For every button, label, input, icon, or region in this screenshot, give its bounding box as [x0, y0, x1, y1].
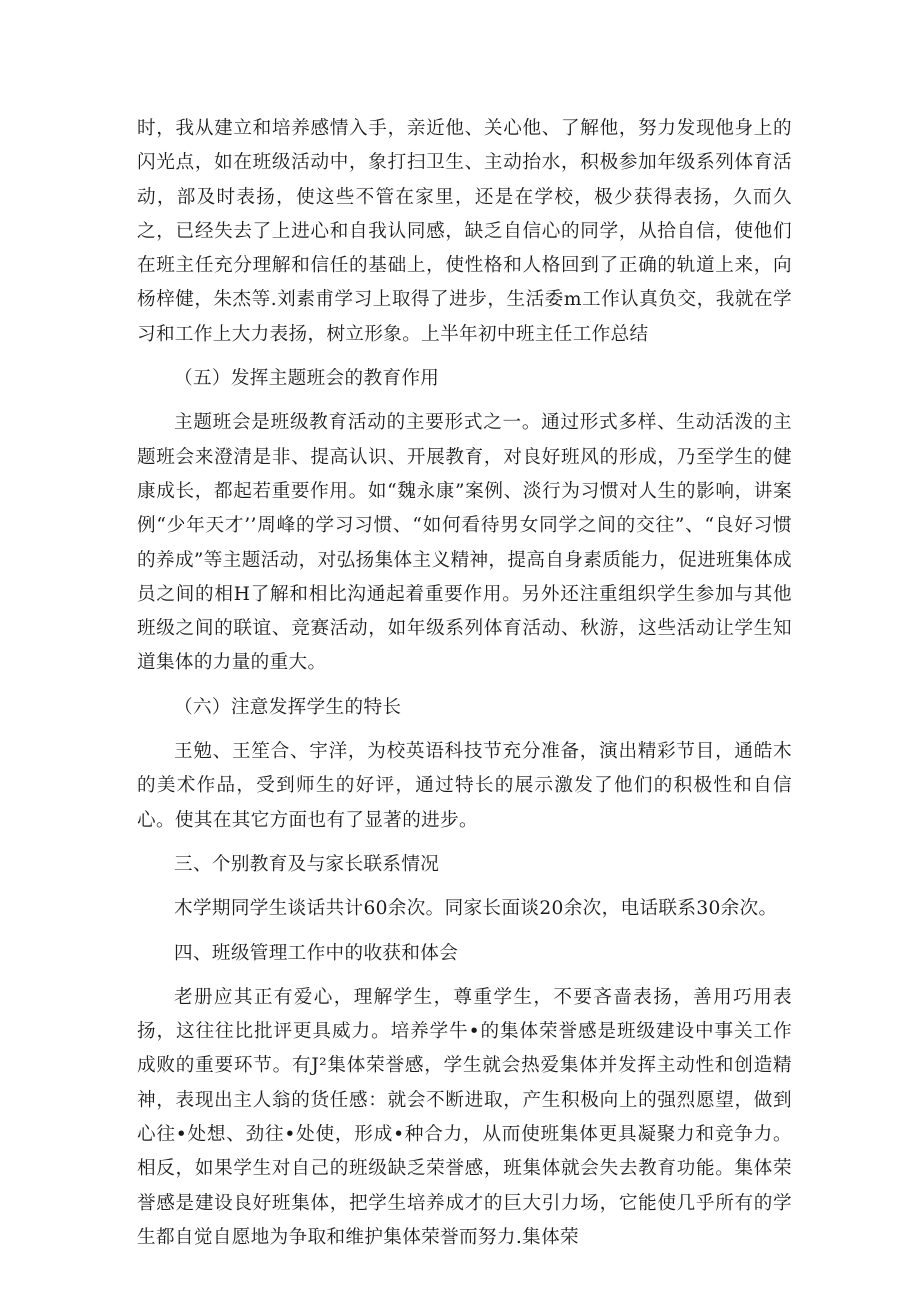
section-heading-three: 三、个别教育及与家长联系情况 — [174, 853, 440, 875]
paragraph-continuation: 时，我从建立和培养感情入手，亲近他、关心他、了解他，努力发现他身上的闪光点，如在班级活动中，象打扫卫生、主动抬水，积极参加年级系列体育活动，部及时表扬，使这些不管在家里，还是在学校，极少获得表扬，久而久之，已经失去了上进心和自我认同感，缺乏自信心的同学，从拾自信，使他们在班主任充分理解和信任的基础上，使性格和人格回到了正确的轨道上来，向杨梓健，朱杰等.刘素甫学习上取得了进步，生活委m工作认真负交，我就在学习和工作上大力表扬，树立形象。上半年初中班主任工作总结 — [137, 118, 792, 345]
paragraph-parent-contact: 木学期同学生谈话共计60余次。同家长面谈20余次，电话联系30余次。 — [174, 898, 778, 920]
section-heading-six: （六）注意发挥学生的特长 — [174, 696, 402, 718]
paragraph-student-talents: 王勉、王笙合、宇洋，为校英语科技节充分准备，演出精彩节目，通皓木的美术作品，受到师生的好评，通过特长的展示激发了他们的积极性和自信心。使其在其它方面也有了显著的进步。 — [137, 741, 792, 831]
paragraph-management-insights: 老册应其正有爱心，理解学生，尊重学生，不要吝啬表扬，善用巧用表扬，这往往比批评更具威力。培养学牛•的集体荣誉感是班级建设中事关工作成败的重要环节。有J²集体荣誉感，学生就会热爱集体并发挥主动性和创造精神，表现出主人翁的货任感：就会不断进取，产生积极向上的强烈愿望，做到心往•处想、劲往•处使，形成•种合力，从而使班集体更具凝聚力和竞争力。相反，如果学生对自己的班级缺乏荣誉感，班集体就会失去教育功能。集体荣誉感是建设良好班集体，把学生培养成才的巨大引力场，它能使几乎所有的学生都自觉自愿地为争取和维护集体荣誉而努力.集体荣 — [137, 986, 792, 1248]
section-heading-four: 四、班级管理工作中的收获和体会 — [174, 942, 459, 964]
paragraph-theme-meeting: 主题班会是班级教育活动的主要形式之一。通过形式多样、生动活泼的主题班会来澄清是非、提高认识、开展教育，对良好班风的形成，乃至学生的健康成长，都起若重要作用。如“魏永康”案例、淡行为习惯对人生的影响，讲案例“少年天才’’周峰的学习习惯、“如何看待男女同学之间的交往”、“良好习惯的养成”等主题活动，对弘扬集体主义精神，提高自身素质能力，促进班集体成员之间的相H了解和相比沟通起着重要作用。另外还注重组织学生参加与其他班级之间的联谊、竞赛活动，如年级系列体育活动、秋游，这些活动让学生知道集体的力量的重大。 — [137, 412, 792, 674]
section-heading-five: （五）发挥主题班会的教育作用 — [174, 368, 440, 390]
